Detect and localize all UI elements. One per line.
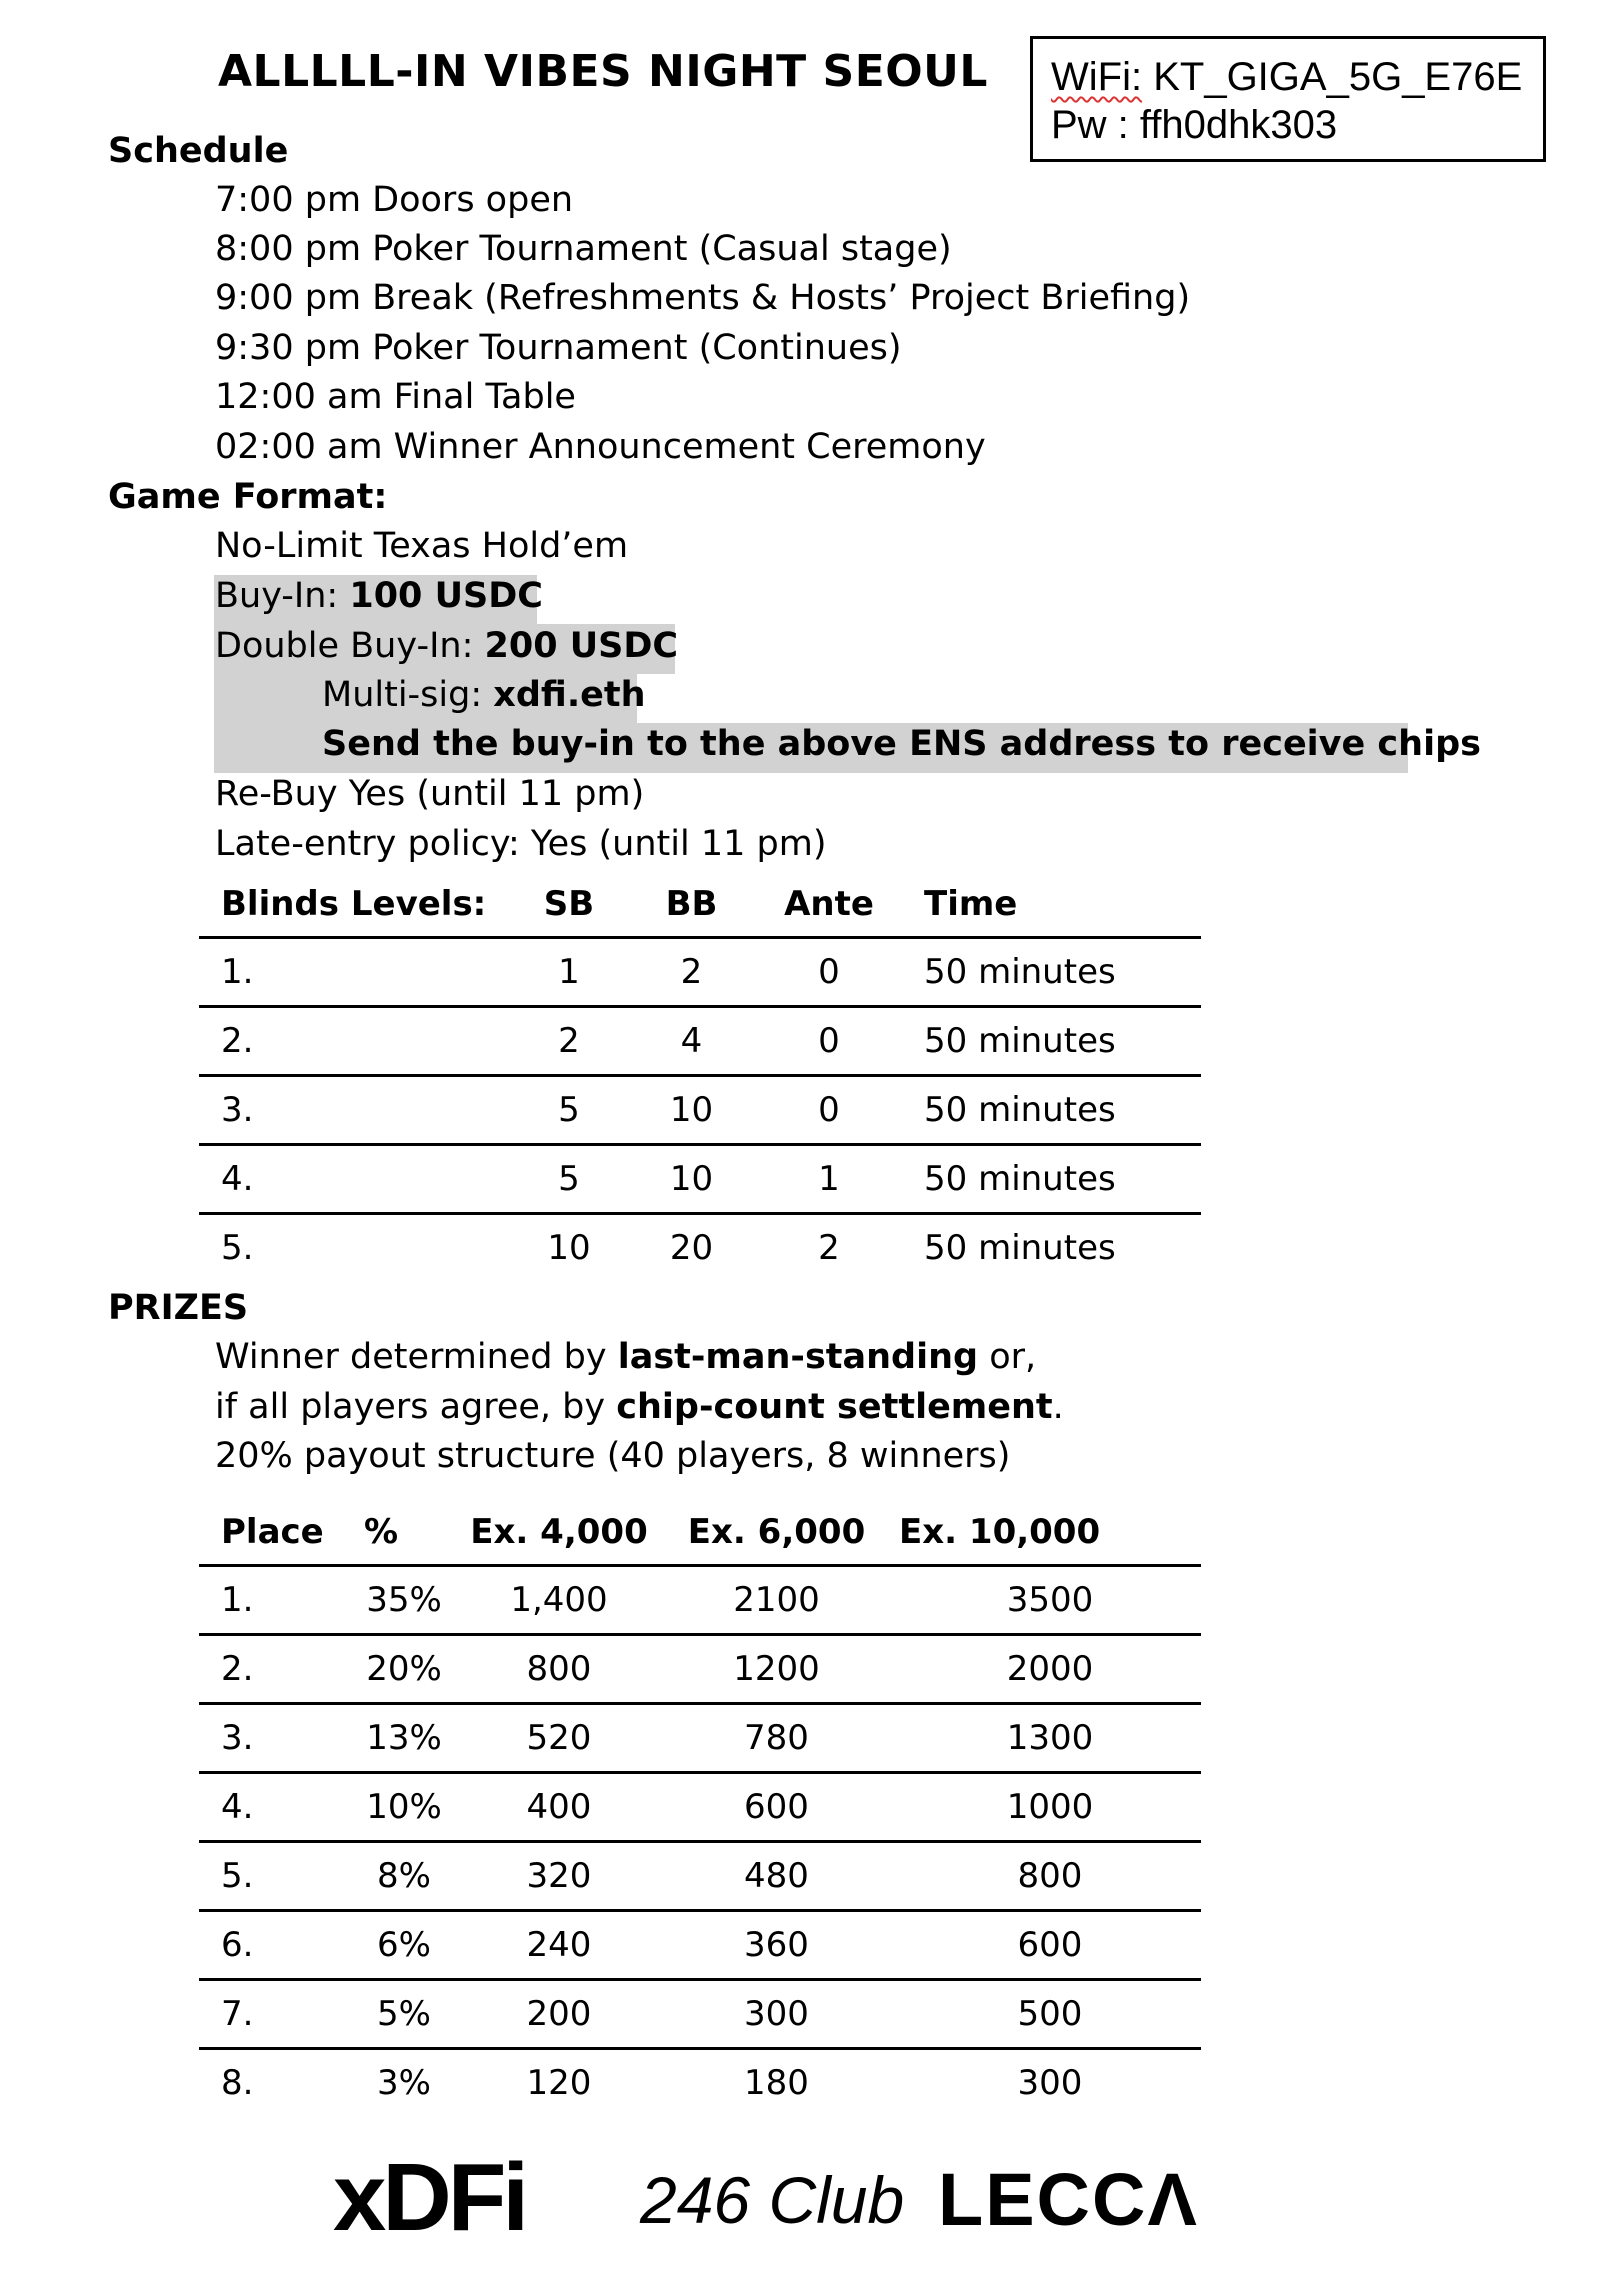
payout-cell: 2000	[899, 1635, 1201, 1704]
payout-cell: 3.	[199, 1704, 344, 1773]
payout-cell: 320	[464, 1842, 654, 1911]
prizes-line-1	[215, 1337, 1036, 1377]
wifi-ssid: KT_GIGA_5G_E76E	[1153, 55, 1523, 99]
rebuy-line: Re-Buy Yes (until 11 pm)	[215, 774, 645, 814]
schedule-item: 12:00 am Final Table	[215, 377, 576, 417]
prizes-line-3: 20% payout structure (40 players, 8 winners)	[215, 1436, 1011, 1476]
prizes-text: Winner determined by	[215, 1337, 618, 1377]
page-title: ALLLLL-IN VIBES NIGHT SEOUL	[218, 46, 988, 97]
blinds-cell: 2.	[199, 1007, 509, 1076]
payout-cell: 35%	[344, 1566, 464, 1635]
payout-header-row	[199, 1500, 1201, 1566]
payout-cell: 240	[464, 1911, 654, 1980]
blinds-cell: 5.	[221, 1228, 254, 1268]
payout-cell: 10%	[344, 1773, 464, 1842]
buyin-value: 100 USDC	[349, 576, 543, 616]
blinds-cell: 10	[629, 1076, 754, 1145]
payout-cell: 180	[744, 2063, 809, 2103]
payout-cell: 600	[654, 1773, 899, 1842]
multisig-line	[322, 675, 646, 715]
schedule-item: 9:30 pm Poker Tournament (Continues)	[215, 328, 902, 368]
payout-cell: 6%	[344, 1911, 464, 1980]
multisig-label: Multi-sig:	[322, 675, 494, 715]
payout-cell: 480	[654, 1842, 899, 1911]
wifi-label: WiFi:	[1051, 55, 1143, 99]
payout-cell: 20%	[344, 1635, 464, 1704]
xdfi-logo: xDFi	[333, 2144, 526, 2251]
blinds-cell: 50 minutes	[924, 1228, 1116, 1268]
double-buyin-line	[215, 626, 678, 666]
payout-row	[199, 2049, 1201, 2117]
payout-cell: 4.	[199, 1773, 344, 1842]
blinds-col-ante: Ante	[754, 872, 904, 938]
payout-cell: 400	[464, 1773, 654, 1842]
blinds-cell: 2	[629, 938, 754, 1007]
payout-cell: 520	[464, 1704, 654, 1773]
game-variant: No-Limit Texas Hold’em	[215, 526, 629, 566]
blinds-col-time: Time	[904, 872, 1201, 938]
payout-cell: 120	[526, 2063, 592, 2103]
blinds-col-sb: SB	[509, 872, 629, 938]
late-entry-line: Late-entry policy: Yes (until 11 pm)	[215, 824, 827, 864]
blinds-cell: 1.	[199, 938, 509, 1007]
payout-col-percent: %	[344, 1500, 464, 1566]
blinds-cell: 10	[629, 1145, 754, 1214]
payout-row	[199, 1566, 1201, 1635]
payout-cell: 300	[1017, 2063, 1083, 2103]
wifi-pw-label: Pw :	[1051, 103, 1129, 147]
multisig-address: xdfi.eth	[493, 675, 646, 715]
prizes-text: .	[1052, 1387, 1064, 1427]
payout-cell: 6.	[199, 1911, 344, 1980]
payout-row	[199, 1911, 1201, 1980]
blinds-col-level: Blinds Levels:	[199, 872, 509, 938]
payout-row	[199, 1773, 1201, 1842]
payout-row	[199, 1980, 1201, 2049]
wifi-password: ffh0dhk303	[1139, 103, 1338, 147]
blinds-cell: 1	[754, 1145, 904, 1214]
payout-cell: 8.	[221, 2063, 254, 2103]
schedule-item: 8:00 pm Poker Tournament (Casual stage)	[215, 229, 952, 269]
double-buyin-label: Double Buy-In:	[215, 626, 485, 666]
blinds-cell: 50 minutes	[904, 938, 1201, 1007]
blinds-cell: 0	[754, 938, 904, 1007]
blinds-cell: 2	[818, 1228, 840, 1268]
double-buyin-value: 200 USDC	[484, 626, 679, 666]
payout-table	[199, 1500, 1201, 2116]
blinds-row	[199, 1145, 1201, 1214]
wifi-info-box	[1030, 36, 1546, 162]
payout-col-ex4000: Ex. 4,000	[464, 1500, 654, 1566]
buyin-line	[215, 576, 543, 616]
blinds-col-bb: BB	[629, 872, 754, 938]
blinds-table	[199, 872, 1201, 1281]
blinds-cell: 20	[669, 1228, 714, 1268]
payout-cell: 800	[899, 1842, 1201, 1911]
payout-col-place: Place	[199, 1500, 344, 1566]
game-format-heading: Game Format:	[108, 477, 388, 517]
prizes-emphasis: last-man-standing	[617, 1337, 979, 1377]
prizes-line-2	[215, 1387, 1064, 1427]
payout-cell: 360	[654, 1911, 899, 1980]
blinds-row	[199, 1076, 1201, 1145]
payout-cell: 2100	[654, 1566, 899, 1635]
blinds-cell: 50 minutes	[904, 1007, 1201, 1076]
payout-row	[199, 1842, 1201, 1911]
blinds-cell: 50 minutes	[904, 1076, 1201, 1145]
blinds-cell: 1	[509, 938, 629, 1007]
schedule-item: 7:00 pm Doors open	[215, 180, 574, 220]
blinds-row	[199, 1214, 1201, 1282]
payout-row	[199, 1704, 1201, 1773]
schedule-item: 02:00 am Winner Announcement Ceremony	[215, 427, 986, 467]
payout-cell: 1,400	[464, 1566, 654, 1635]
prizes-text: if all players agree, by	[215, 1387, 617, 1427]
payout-cell: 1300	[899, 1704, 1201, 1773]
blinds-row	[199, 1007, 1201, 1076]
prizes-heading: PRIZES	[108, 1288, 249, 1328]
payout-cell: 3500	[899, 1566, 1201, 1635]
send-buyin-note: Send the buy-in to the above ENS address to receive chips	[322, 724, 1481, 764]
buyin-label: Buy-In:	[215, 576, 350, 616]
246-club-logo: 246 Club	[640, 2163, 905, 2237]
payout-cell: 200	[464, 1980, 654, 2049]
blinds-cell: 5	[509, 1145, 629, 1214]
payout-cell: 7.	[199, 1980, 344, 2049]
payout-cell: 1000	[899, 1773, 1201, 1842]
payout-cell: 3%	[377, 2063, 431, 2103]
wifi-password-line	[1051, 101, 1543, 149]
payout-cell: 600	[899, 1911, 1201, 1980]
payout-col-ex6000: Ex. 6,000	[654, 1500, 899, 1566]
blinds-cell: 4.	[199, 1145, 509, 1214]
payout-cell: 1200	[654, 1635, 899, 1704]
payout-cell: 800	[464, 1635, 654, 1704]
blinds-cell: 5	[509, 1076, 629, 1145]
schedule-item: 9:00 pm Break (Refreshments & Hosts’ Project Briefing)	[215, 278, 1191, 318]
payout-col-ex10000: Ex. 10,000	[899, 1500, 1201, 1566]
payout-row	[199, 1635, 1201, 1704]
schedule-heading: Schedule	[108, 131, 289, 171]
blinds-cell: 3.	[199, 1076, 509, 1145]
blinds-cell: 10	[547, 1228, 591, 1268]
payout-cell: 300	[654, 1980, 899, 2049]
payout-cell: 8%	[344, 1842, 464, 1911]
payout-cell: 1.	[199, 1566, 344, 1635]
payout-cell: 5.	[199, 1842, 344, 1911]
prizes-text: or,	[978, 1337, 1037, 1377]
blinds-cell: 2	[509, 1007, 629, 1076]
blinds-cell: 50 minutes	[904, 1145, 1201, 1214]
payout-cell: 500	[899, 1980, 1201, 2049]
prizes-emphasis: chip-count settlement	[616, 1387, 1053, 1427]
blinds-cell: 0	[754, 1076, 904, 1145]
payout-cell: 5%	[344, 1980, 464, 2049]
blinds-cell: 4	[629, 1007, 754, 1076]
blinds-header-row	[199, 872, 1201, 938]
payout-cell: 2.	[199, 1635, 344, 1704]
blinds-row	[199, 938, 1201, 1007]
payout-cell: 13%	[344, 1704, 464, 1773]
lecca-logo: LECCΛ	[938, 2158, 1199, 2241]
blinds-cell: 0	[754, 1007, 904, 1076]
payout-cell: 780	[654, 1704, 899, 1773]
wifi-ssid-line	[1051, 53, 1543, 101]
